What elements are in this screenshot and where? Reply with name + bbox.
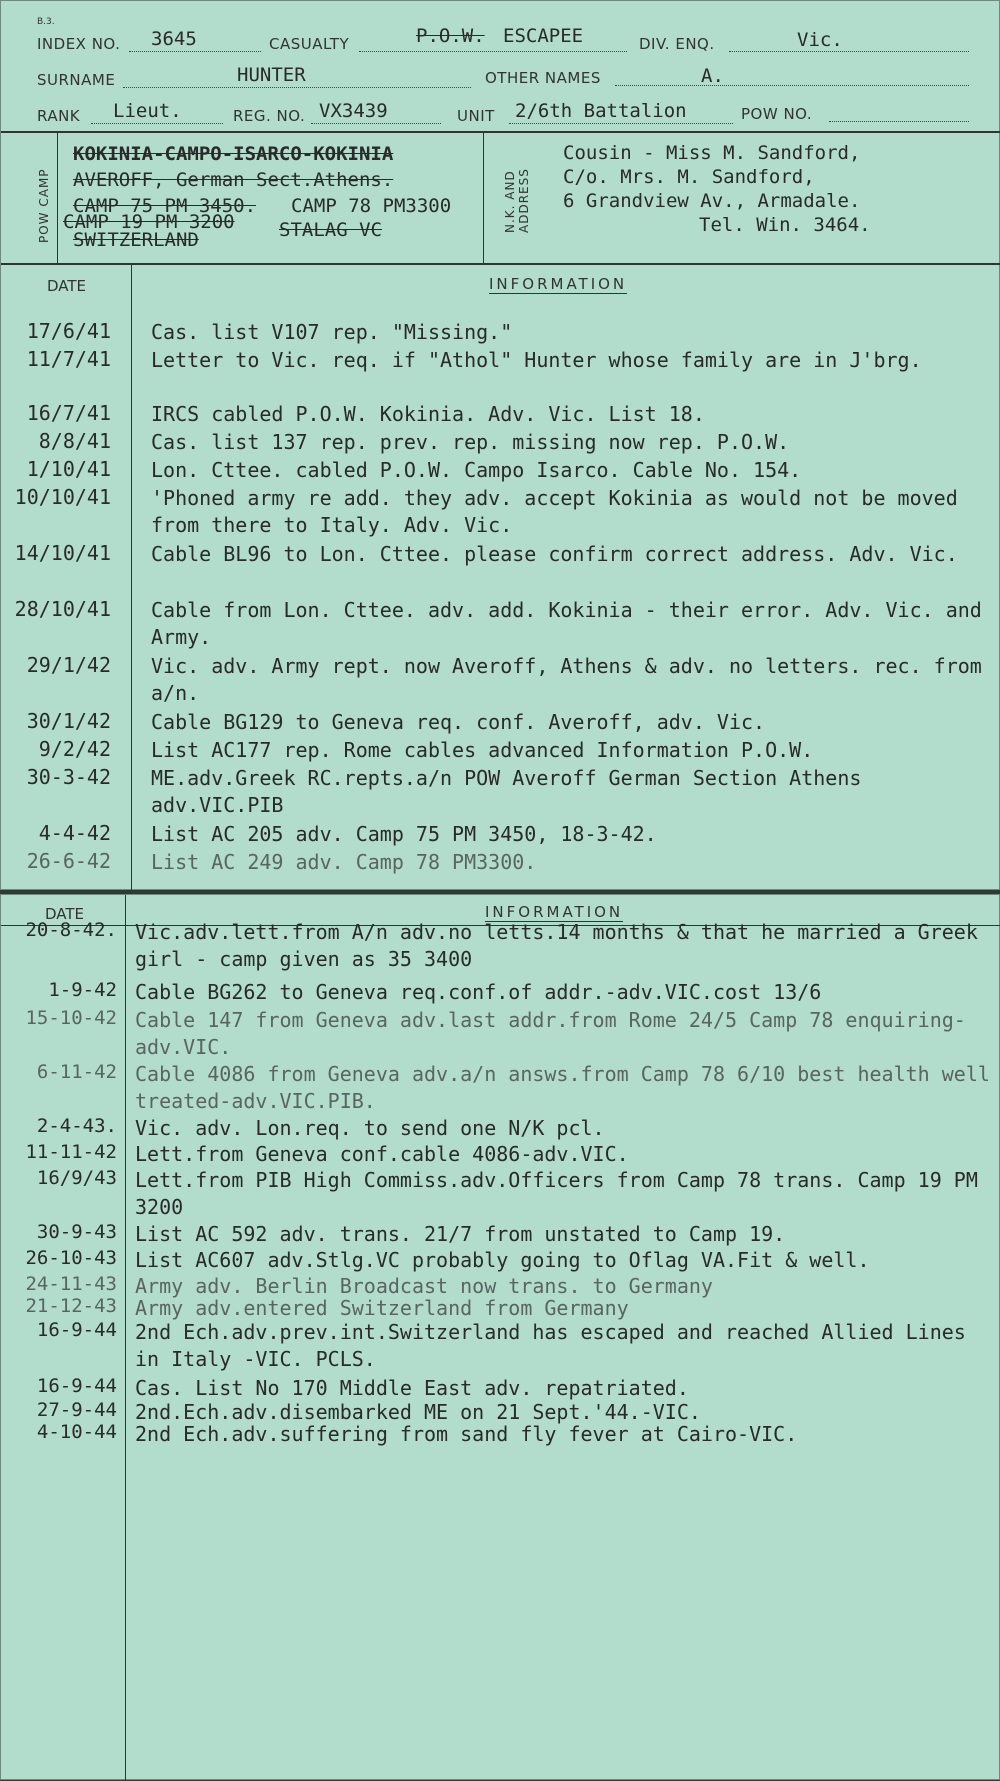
surname-value: HUNTER xyxy=(237,64,306,86)
entry-date: 4-10-44 xyxy=(36,1421,117,1443)
casualty-struck: P.O.W. xyxy=(416,25,485,47)
pow-camp-line: CAMP 78 PM3300 xyxy=(291,195,452,217)
entry-text: Letter to Vic. req. if "Athol" Hunter whose family are in J'brg. xyxy=(151,348,922,372)
record-card-front xyxy=(0,0,1000,890)
entry-date: 16-9-44 xyxy=(36,1375,117,1397)
entry-date: 24-11-43 xyxy=(25,1273,117,1295)
entry-date: 1/10/41 xyxy=(26,457,111,481)
reg-no-value: VX3439 xyxy=(319,100,388,122)
entry-text: Cas. List No 170 Middle East adv. repatriated. xyxy=(135,1376,689,1400)
pow-camp-line: CAMP 75 PM 3450. xyxy=(73,195,257,217)
pow-camp-line: CAMP 19 PM 3200 xyxy=(63,211,235,233)
date-col-header: DATE xyxy=(47,277,87,295)
entry-date: 30-9-43 xyxy=(36,1221,117,1243)
entry-text: 2nd Ech.adv.suffering from sand fly fever at Cairo-VIC. xyxy=(135,1422,798,1446)
entry-text: Army adv.entered Switzerland from Germany xyxy=(135,1296,629,1320)
other-names-value: A. xyxy=(701,65,724,87)
entry-text: Cable BG262 to Geneva req.conf.of addr.-adv.VIC.cost 13/6 xyxy=(135,980,822,1004)
entry-date: 30/1/42 xyxy=(26,709,111,733)
entry-date: 15-10-42 xyxy=(25,1007,117,1029)
div-enq-label: DIV. ENQ. xyxy=(639,35,715,53)
entry-date: 8/8/41 xyxy=(38,429,111,453)
reg-no-label: REG. NO. xyxy=(233,107,306,125)
unit-value: 2/6th Battalion xyxy=(515,100,687,122)
entry-text: Lett.from PIB High Commiss.adv.Officers from Camp 78 trans. Camp 19 PM 3200 xyxy=(135,1168,978,1219)
pow-no-label: POW NO. xyxy=(741,105,813,123)
entry-date: 30-3-42 xyxy=(26,765,111,789)
entry-date: 16-9-44 xyxy=(36,1319,117,1341)
casualty-label: CASUALTY xyxy=(269,35,350,53)
entry-text: Cas. list V107 rep. "Missing." xyxy=(151,320,513,344)
pow-camp-label: POW CAMP xyxy=(37,168,51,243)
entry-text: List AC607 adv.Stlg.VC probably going to Oflag VA.Fit & well. xyxy=(135,1248,870,1272)
entry-text: Cable 4086 from Geneva adv.a/n answs.from Camp 78 6/10 best health well treated-adv.VIC.PIB. xyxy=(135,1062,990,1113)
entry-text: 2nd.Ech.adv.disembarked ME on 21 Sept.'44.-VIC. xyxy=(135,1400,701,1424)
entry-date: 6-11-42 xyxy=(36,1061,117,1083)
entry-text: Cable 147 from Geneva adv.last addr.from Rome 24/5 Camp 78 enquiring-adv.VIC. xyxy=(135,1008,966,1059)
entry-date: 16/9/43 xyxy=(36,1167,117,1189)
entry-date: 29/1/42 xyxy=(26,653,111,677)
entry-date: 21-12-43 xyxy=(25,1295,117,1317)
entry-date: 2-4-43. xyxy=(36,1115,117,1137)
entry-text: Army adv. Berlin Broadcast now trans. to Germany xyxy=(135,1274,713,1298)
nok-line: 6 Grandview Av., Armadale. xyxy=(563,190,861,212)
entry-text: Cas. list 137 rep. prev. rep. missing now rep. P.O.W. xyxy=(151,430,790,454)
form-code: B.3. xyxy=(37,17,55,27)
entry-date: 14/10/41 xyxy=(14,541,111,565)
entry-text: ME.adv.Greek RC.repts.a/n POW Averoff German Section Athens adv.VIC.PIB xyxy=(151,766,862,817)
pow-camp-line: KOKINIA-CAMPO-ISARCO-KOKINIA xyxy=(73,143,394,165)
entry-text: Lett.from Geneva conf.cable 4086-adv.VIC. xyxy=(135,1142,629,1166)
entry-text: List AC 249 adv. Camp 78 PM3300. xyxy=(151,850,537,874)
index-label: INDEX NO. xyxy=(37,35,121,53)
entry-text: 'Phoned army re add. they adv. accept Kokinia as would not be moved from there to Italy. Adv. Vic. xyxy=(151,486,958,537)
entry-date: 28/10/41 xyxy=(14,597,111,621)
entry-date: 11-11-42 xyxy=(25,1141,117,1163)
rank-value: Lieut. xyxy=(113,100,182,122)
entry-text: List AC 205 adv. Camp 75 PM 3450, 18-3-42. xyxy=(151,822,657,846)
entry-text: List AC177 rep. Rome cables advanced Information P.O.W. xyxy=(151,738,814,762)
nok-line: Cousin - Miss M. Sandford, xyxy=(563,142,861,164)
entry-date: 27-9-44 xyxy=(36,1399,117,1421)
info-col-header: INFORMATION xyxy=(485,903,624,921)
entry-text: Cable BL96 to Lon. Cttee. please confirm correct address. Adv. Vic. xyxy=(151,542,958,566)
pow-camp-line: STALAG VC xyxy=(279,219,382,241)
record-card-back xyxy=(0,894,1000,1780)
entry-text: Cable from Lon. Cttee. adv. add. Kokinia - their error. Adv. Vic. and Army. xyxy=(151,598,982,649)
entry-date: 9/2/42 xyxy=(38,737,111,761)
rank-label: RANK xyxy=(37,107,81,125)
entry-text: Vic.adv.lett.from A/n adv.no letts.14 months & that he married a Greek girl - camp given as 35 3400 xyxy=(135,920,978,971)
entry-text: List AC 592 adv. trans. 21/7 from unstated to Camp 19. xyxy=(135,1222,786,1246)
surname-label: SURNAME xyxy=(37,71,116,89)
unit-label: UNIT xyxy=(457,107,495,125)
pow-camp-line: AVEROFF, German Sect.Athens. xyxy=(73,169,394,191)
entry-text: Vic. adv. Army rept. now Averoff, Athens & adv. no letters. rec. from a/n. xyxy=(151,654,982,705)
entry-text: Vic. adv. Lon.req. to send one N/K pcl. xyxy=(135,1116,605,1140)
casualty-value: ESCAPEE xyxy=(503,25,584,47)
entry-text: IRCS cabled P.O.W. Kokinia. Adv. Vic. List 18. xyxy=(151,402,705,426)
other-names-label: OTHER NAMES xyxy=(485,69,601,87)
entry-date: 26-6-42 xyxy=(26,849,111,873)
entry-date: 11/7/41 xyxy=(26,347,111,371)
entry-date: 10/10/41 xyxy=(14,485,111,509)
entry-date: 17/6/41 xyxy=(26,319,111,343)
entry-text: 2nd Ech.adv.prev.int.Switzerland has escaped and reached Allied Lines in Italy -VIC. PCLS. xyxy=(135,1320,966,1371)
entry-text: Lon. Cttee. cabled P.O.W. Campo Isarco. Cable No. 154. xyxy=(151,458,802,482)
entry-date: 20-8-42. xyxy=(25,919,117,941)
info-col-header: INFORMATION xyxy=(489,275,628,293)
nok-address xyxy=(563,141,871,237)
entry-text: Cable BG129 to Geneva req. conf. Averoff, adv. Vic. xyxy=(151,710,766,734)
nok-line: C/o. Mrs. M. Sandford, xyxy=(563,166,815,188)
date-col-header: DATE xyxy=(45,905,85,923)
entry-date: 26-10-43 xyxy=(25,1247,117,1269)
entry-date: 1-9-42 xyxy=(48,979,117,1001)
pow-camp-list xyxy=(63,141,452,263)
pow-camp-line: SWITZERLAND xyxy=(73,229,199,251)
entry-date: 4-4-42 xyxy=(38,821,111,845)
nok-line: Tel. Win. 3464. xyxy=(699,214,871,236)
nok-label: N.K. AND ADDRESS xyxy=(503,168,531,233)
div-enq-value: Vic. xyxy=(797,29,843,51)
entry-date: 16/7/41 xyxy=(26,401,111,425)
index-value: 3645 xyxy=(151,28,197,50)
